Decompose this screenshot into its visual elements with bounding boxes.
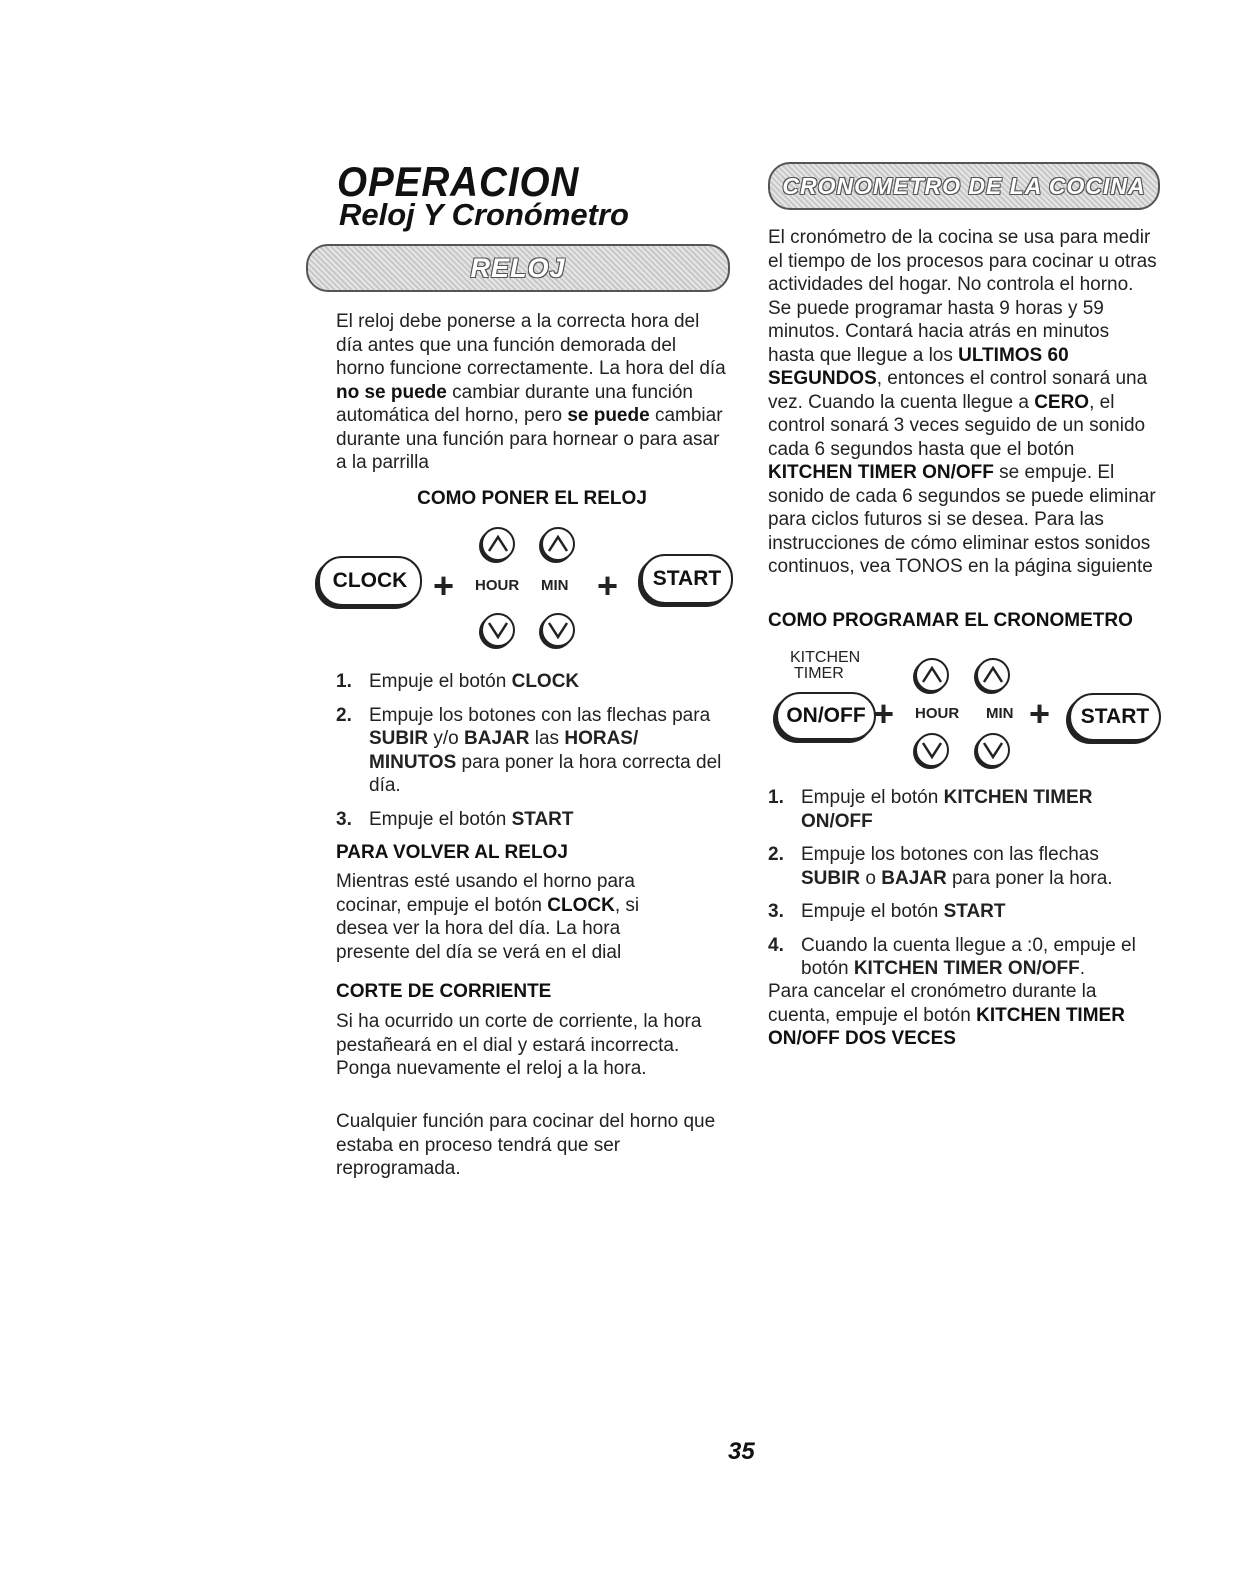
start-button[interactable]: START	[641, 554, 733, 604]
clock-button[interactable]: CLOCK	[318, 556, 422, 606]
body-text: Empuje los botones con las flechas	[801, 844, 1099, 865]
body-text: Empuje el botón	[801, 901, 944, 922]
step-item	[768, 934, 1162, 981]
hour-up-arrow-icon[interactable]	[481, 527, 515, 561]
hour-label: HOUR	[915, 705, 960, 722]
emphasis-text: START	[943, 901, 1006, 922]
body-text: Para cancelar el cronómetro durante la cuenta, empuje el botón	[768, 981, 1097, 1026]
plus-icon: +	[873, 693, 895, 734]
hour-down-arrow-icon[interactable]	[915, 733, 949, 767]
step-number: 3.	[768, 901, 784, 922]
emphasis-text: BAJAR	[464, 728, 530, 749]
step-item	[768, 900, 1162, 924]
hour-label: HOUR	[475, 577, 520, 594]
page-number: 35	[728, 1438, 755, 1465]
body-text: Empuje el botón	[801, 787, 944, 808]
kitchen-timer-caption: KITCHEN TIMER	[790, 649, 861, 682]
start-button[interactable]: START	[1069, 693, 1161, 741]
reprogram-text: Cualquier función para cocinar del horno que estaba en proceso tendrá que ser reprogramada.	[336, 1111, 716, 1179]
emphasis-text: KITCHEN TIMER ON/OFF DOS VECES	[768, 1004, 1125, 1049]
step-item	[336, 704, 730, 798]
section-banner-reloj	[306, 244, 730, 292]
body-text: El reloj debe ponerse a la correcta hora del día antes que una función demorada del horno funcione correctamente. La hora del día	[336, 311, 726, 379]
min-label: MIN	[986, 705, 1014, 722]
page-subtitle: Reloj Y Cronómetro	[339, 197, 629, 232]
body-text: Cuando la cuenta llegue a :0, empuje el botón	[801, 934, 1136, 979]
power-outage-text: Si ha ocurrido un corte de corriente, la hora pestañeará en el dial y estará incorrecta. Ponga nuevamente el reloj a la hora.	[336, 1011, 702, 1079]
body-text: y/o	[428, 728, 465, 749]
body-text: Empuje el botón	[369, 808, 512, 830]
emphasis-text: HORAS/ MINUTOS	[369, 728, 639, 773]
body-text: para poner la hora correcta del día.	[369, 751, 722, 796]
timer-steps-list	[768, 786, 1162, 991]
emphasis-text: no se puede	[336, 381, 447, 403]
step-item	[336, 808, 730, 832]
body-text: .	[1079, 958, 1085, 979]
emphasis-text: KITCHEN TIMER ON/OFF	[801, 787, 1093, 832]
return-clock-text	[336, 870, 676, 964]
emphasis-text: SUBIR	[369, 728, 429, 749]
body-text: cambiar durante una función para hornear o para asar a la parrilla	[336, 405, 723, 473]
body-text: cambiar durante una función automática del horno, pero	[336, 381, 693, 426]
body-text: El cronómetro de la cocina se usa para medir el tiempo de los procesos para cocinar u otras actividades del hogar. No controla el horno. Se puede programar hasta 9 horas y 59 minutos. Contará hacia atrás en minutos hasta que llegue a los	[768, 227, 1157, 366]
min-down-arrow-icon[interactable]	[541, 613, 575, 647]
cronometro-intro	[768, 226, 1160, 579]
emphasis-text: KITCHEN TIMER ON/OFF	[768, 462, 994, 483]
emphasis-text: ULTIMOS 60 SEGUNDOS	[768, 344, 1069, 389]
body-text: Empuje los botones con las flechas para	[369, 704, 711, 726]
section-banner-cronometro	[768, 162, 1160, 210]
body-text: Mientras esté usando el horno para cocinar, empuje el botón	[336, 871, 635, 916]
emphasis-text: BAJAR	[881, 867, 947, 889]
step-number: 1.	[336, 671, 352, 692]
cancel-timer-text	[768, 980, 1160, 1051]
body-text: , el control sonará 3 veces seguido de un sonido cada 6 segundos hasta que el botón	[768, 391, 1146, 460]
body-text: o	[860, 867, 882, 889]
min-label: MIN	[541, 577, 569, 594]
min-down-arrow-icon[interactable]	[976, 733, 1010, 767]
emphasis-text: CLOCK	[511, 671, 580, 692]
hour-down-arrow-icon[interactable]	[481, 613, 515, 647]
emphasis-text: CERO	[1034, 391, 1090, 413]
min-up-arrow-icon[interactable]	[976, 658, 1010, 692]
body-text: , si desea ver la hora del día. La hora presente del día se verá en el dial	[336, 894, 640, 963]
section-banner-label: RELOJ	[470, 252, 566, 283]
step-number: 2.	[768, 844, 784, 865]
clock-steps-list	[336, 670, 730, 841]
step-item	[768, 843, 1162, 890]
body-text: Empuje el botón	[369, 671, 512, 692]
body-text: para poner la hora.	[946, 867, 1113, 889]
plus-icon: +	[597, 565, 619, 606]
step-number: 2.	[336, 704, 352, 726]
step-number: 3.	[336, 808, 352, 830]
step-number: 1.	[768, 787, 784, 808]
emphasis-text: CLOCK	[547, 894, 615, 916]
step-number: 4.	[768, 934, 784, 956]
step-item	[336, 670, 730, 694]
emphasis-text: KITCHEN TIMER ON/OFF	[853, 958, 1080, 979]
body-text: , entonces el control sonará una vez. Cuando la cuenta llegue a	[768, 368, 1148, 413]
plus-icon: +	[433, 565, 455, 606]
set-clock-heading: COMO PONER EL RELOJ	[417, 488, 647, 509]
emphasis-text: SUBIR	[801, 867, 861, 889]
on-off-button[interactable]: ON/OFF	[776, 692, 876, 740]
return-clock-heading: PARA VOLVER AL RELOJ	[336, 842, 568, 863]
page-title: OPERACION	[337, 158, 580, 205]
section-banner-label: CRONOMETRO DE LA COCINA	[782, 172, 1146, 199]
step-item	[768, 786, 1162, 833]
emphasis-text: START	[511, 808, 574, 830]
body-text: se empuje. El sonido de cada 6 segundos se puede eliminar para ciclos futuros si se desea. Para las instrucciones de cómo eliminar estos sonidos continuos, vea TONOS en la página siguiente	[768, 462, 1156, 577]
plus-icon: +	[1029, 693, 1051, 734]
power-outage-heading: CORTE DE CORRIENTE	[336, 981, 552, 1002]
body-text: las	[529, 728, 565, 749]
hour-up-arrow-icon[interactable]	[915, 658, 949, 692]
reloj-intro	[336, 310, 728, 475]
program-timer-heading: COMO PROGRAMAR EL CRONOMETRO	[768, 610, 1133, 631]
min-up-arrow-icon[interactable]	[541, 527, 575, 561]
emphasis-text: se puede	[567, 405, 650, 426]
